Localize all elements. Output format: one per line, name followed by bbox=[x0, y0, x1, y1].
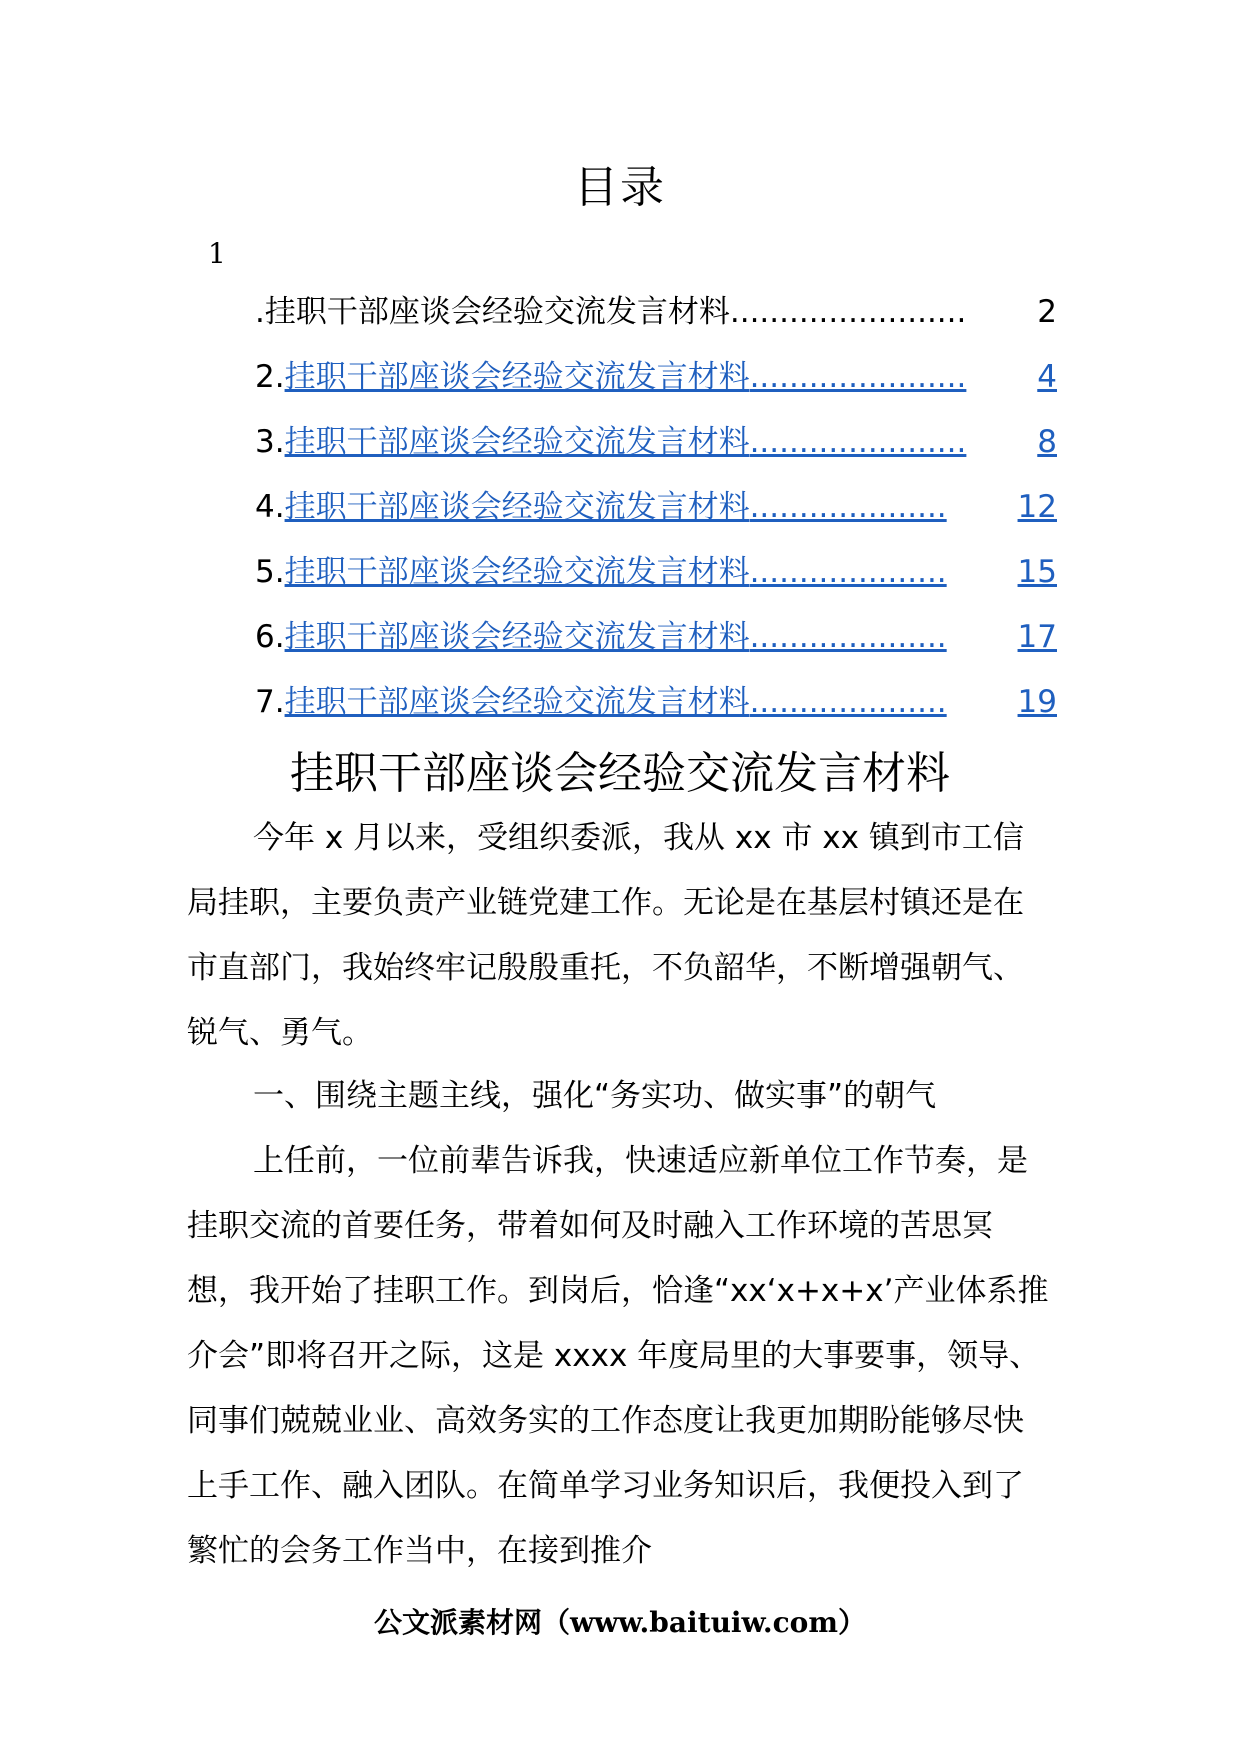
document-title: 挂职干部座谈会经验交流发言材料 bbox=[290, 748, 950, 799]
toc-first-number: 1 bbox=[208, 237, 226, 270]
toc-entry-number: 4. bbox=[255, 489, 285, 525]
toc-leader-dots: .................... bbox=[749, 489, 947, 525]
toc-leader-dots: ...................... bbox=[749, 424, 967, 460]
toc-page-number[interactable]: 17 bbox=[1017, 619, 1057, 655]
footer-watermark: 公文派素材网（www.baituiw.com） bbox=[374, 1606, 866, 1639]
body-paragraph: 今年 x 月以来，受组织委派，我从 xx 市 xx 镇到市工信局挂职，主要负责产业链党建工作。无论是在基层村镇还是在市直部门，我始终牢记殷殷重托，不负韶华，不断增强朝气、锐气、勇气。 bbox=[187, 820, 1024, 1051]
toc-entry-link[interactable]: 挂职干部座谈会经验交流发言材料 bbox=[284, 619, 750, 655]
toc-entry-link[interactable]: 挂职干部座谈会经验交流发言材料 bbox=[284, 359, 750, 395]
toc-entry-number: 6. bbox=[255, 619, 285, 655]
toc-entry-4[interactable] bbox=[255, 487, 1057, 552]
toc-leader-dots: ........................ bbox=[729, 294, 967, 330]
toc-entry-text: 挂职干部座谈会经验交流发言材料 bbox=[264, 294, 730, 330]
toc-entry-link[interactable]: 挂职干部座谈会经验交流发言材料 bbox=[284, 554, 750, 590]
toc-entry-link[interactable]: 挂职干部座谈会经验交流发言材料 bbox=[284, 424, 750, 460]
toc-entry-number: 7. bbox=[255, 684, 285, 720]
toc-leader-dots: .................... bbox=[749, 619, 947, 655]
toc-leader-dots: .................... bbox=[749, 554, 947, 590]
toc-entry-number: 2. bbox=[255, 359, 285, 395]
section-heading: 一、围绕主题主线，强化“务实功、做实事”的朝气 bbox=[253, 1078, 937, 1114]
toc-entry-link[interactable]: 挂职干部座谈会经验交流发言材料 bbox=[284, 489, 750, 525]
toc-entry-7[interactable] bbox=[255, 682, 1057, 747]
toc-leader-dots: ...................... bbox=[749, 359, 967, 395]
toc-page-number[interactable]: 12 bbox=[1017, 489, 1057, 525]
toc-entry-number: 5. bbox=[255, 554, 285, 590]
toc-title: 目录 bbox=[574, 162, 666, 213]
toc-page-number[interactable]: 4 bbox=[1037, 359, 1057, 395]
toc-entry-number: 3. bbox=[255, 424, 285, 460]
toc-leader-dots: .................... bbox=[749, 684, 947, 720]
toc-entry-1[interactable] bbox=[255, 292, 1057, 357]
toc-page-number[interactable]: 19 bbox=[1017, 684, 1057, 720]
toc-entry-5[interactable] bbox=[255, 552, 1057, 617]
toc-entry-link[interactable]: 挂职干部座谈会经验交流发言材料 bbox=[284, 684, 750, 720]
toc-page-number[interactable]: 15 bbox=[1017, 554, 1057, 590]
toc-entry-6[interactable] bbox=[255, 617, 1057, 682]
toc-entry-3[interactable] bbox=[255, 422, 1057, 487]
toc-entry-2[interactable] bbox=[255, 357, 1057, 422]
toc-list bbox=[255, 292, 1057, 747]
toc-page-number[interactable]: 8 bbox=[1037, 424, 1057, 460]
toc-entry-number: . bbox=[255, 294, 265, 330]
body-paragraph: 上任前，一位前辈告诉我，快速适应新单位工作节奏，是挂职交流的首要任务，带着如何及时融入工作环境的苦思冥想，我开始了挂职工作。到岗后，恰逢“xx‘x+x+x’产业体系推介会”即将召开之际，这是 xxxx 年度局里的大事要事，领导、同事们兢兢业业、高效务实的工作态度让我更加期盼能够尽快上手工作、融入团队。在简单学习业务知识后，我便投入到了繁忙的会务工作当中，在接到推介 bbox=[187, 1143, 1049, 1569]
toc-page-number: 2 bbox=[1037, 294, 1057, 330]
